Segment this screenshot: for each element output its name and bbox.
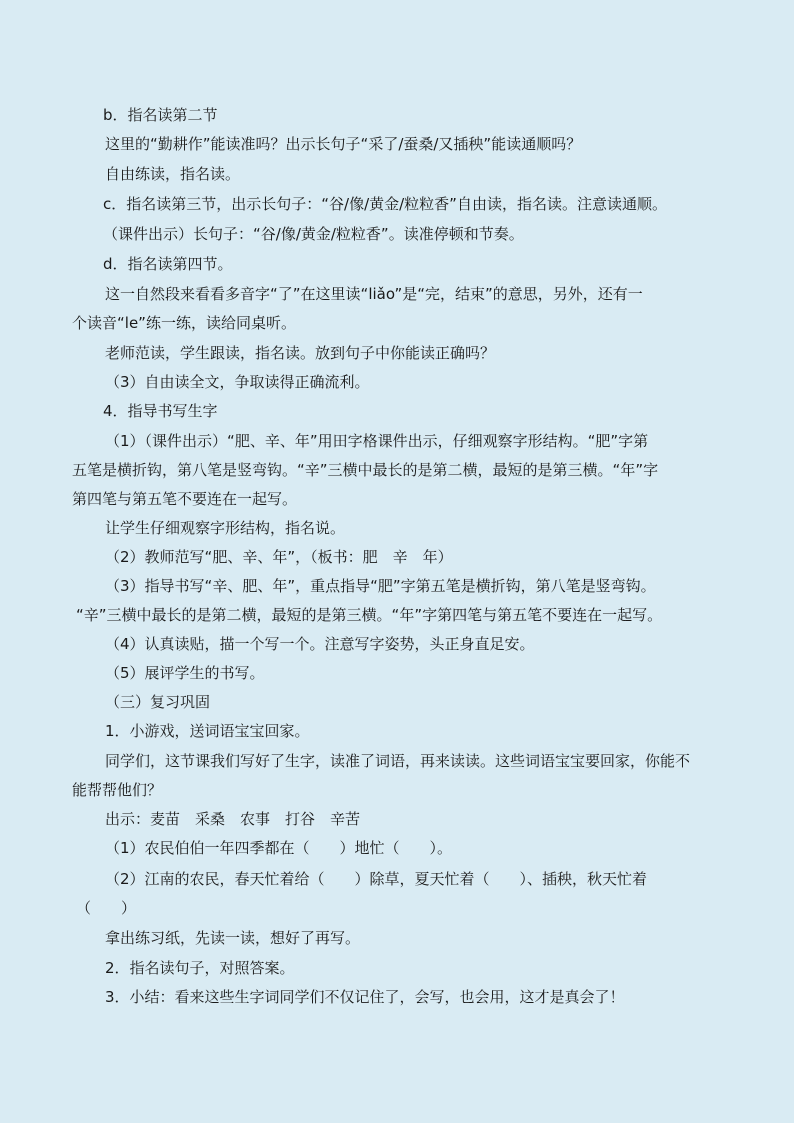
text-line: （2）江南的农民，春天忙着给（ ）除草，夏天忙着（ ）、插秧，秋天忙着 (105, 870, 648, 888)
text-line: （3）自由读全文，争取读得正确流利。 (105, 373, 370, 391)
text-line: （1）农民伯伯一年四季都在（ ）地忙（ ）。 (105, 839, 453, 857)
text-line: （5）展评学生的书写。 (105, 664, 265, 682)
text-line: b．指名读第二节 (103, 106, 218, 124)
text-line: （ ） (76, 899, 137, 917)
text-line: （课件出示）长句子：“谷/像/黄金/粒粒香”。读准停顿和节奏。 (103, 225, 524, 243)
text-line: 自由练读，指名读。 (105, 165, 241, 183)
text-line: 个读音“le”练一练，读给同桌听。 (72, 314, 296, 332)
text-line: 4．指导书写生字 (103, 402, 218, 420)
text-line: （4）认真读贴，描一个写一个。注意写字姿势，头正身直足安。 (105, 635, 535, 653)
text-line: 这里的“勤耕作”能读准吗？出示长句子“采了/蚕桑/又插秧”能读通顺吗？ (105, 135, 582, 153)
text-line: 老师范读，学生跟读，指名读。放到句子中你能读正确吗？ (105, 344, 496, 362)
text-line: 1．小游戏，送词语宝宝回家。 (105, 722, 310, 740)
text-line: 这一自然段来看看多音字“了”在这里读“liǎo”是“完，结束”的意思，另外，还有一 (105, 285, 643, 303)
text-line: （2）教师范写“肥、辛、年”，（板书：肥 辛 年） (105, 548, 453, 566)
text-line: 让学生仔细观察字形结构，指名说。 (105, 519, 346, 537)
text-line: 拿出练习纸，先读一读，想好了再写。 (105, 929, 361, 947)
text-line: c．指名读第三节，出示长句子：“谷/像/黄金/粒粒香”自由读，指名读。注意读通顺。 (103, 195, 667, 213)
text-line: （1）（课件出示）“肥、辛、年”用田字格课件出示，仔细观察字形结构。“肥”字第 (105, 432, 649, 450)
text-line: 2．指名读句子，对照答案。 (105, 959, 295, 977)
text-line: 同学们，这节课我们写好了生字，读准了词语，再来读读。这些词语宝宝要回家，你能不 (105, 752, 691, 770)
text-line: d．指名读第四节。 (103, 255, 233, 273)
text-line: 能帮帮他们？ (72, 781, 163, 799)
section-heading: （三）复习巩固 (105, 693, 211, 711)
text-line: （3）指导书写“辛、肥、年”，重点指导“肥”字第五笔是横折钩，第八笔是竖弯钩。 (105, 577, 656, 595)
text-line: 3．小结：看来这些生字词同学们不仅记住了，会写，也会用，这才是真会了！ (105, 988, 625, 1006)
text-line: 出示：麦苗 采桑 农事 打谷 辛苦 (105, 810, 361, 828)
text-line: “辛”三横中最长的是第二横，最短的是第三横。“年”字第四笔与第五笔不要连在一起写。 (76, 606, 663, 624)
text-line: 第四笔与第五笔不要连在一起写。 (72, 490, 298, 508)
text-line: 五笔是横折钩，第八笔是竖弯钩。“辛”三横中最长的是第二横，最短的是第三横。“年”字 (72, 461, 659, 479)
